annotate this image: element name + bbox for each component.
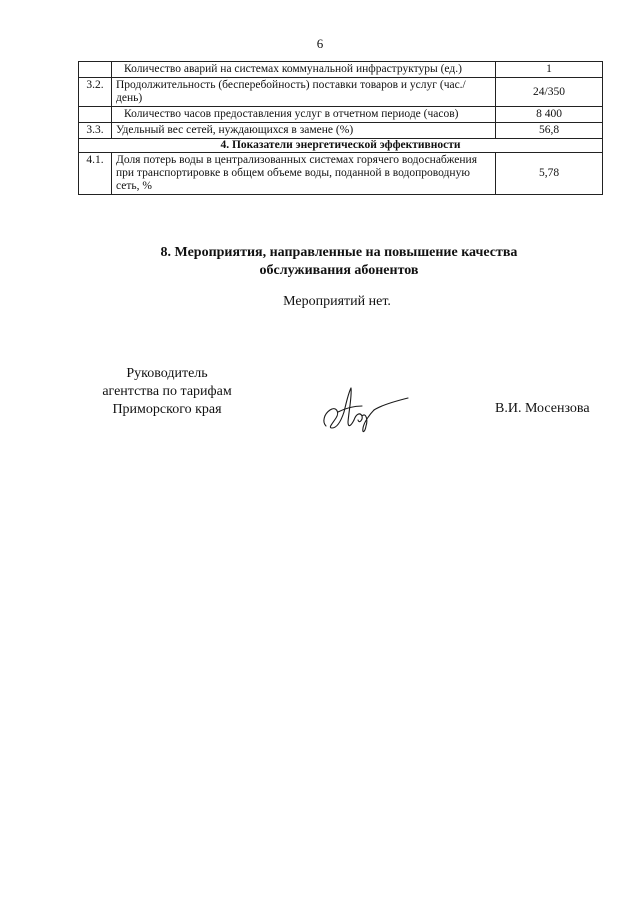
section-heading: 4. Показатели энергетической эффективности [79,139,603,153]
position-line: агентства по тарифам [102,384,232,399]
table-row [79,62,603,78]
row-number [79,62,112,78]
indicator-value: 5,78 [496,153,603,195]
section-body-text: Мероприятий нет. [283,294,391,309]
table-row [79,107,603,123]
signatory-position [82,365,252,419]
indicator-value: 8 400 [496,107,603,123]
position-line: Приморского края [112,402,222,417]
section-title [0,244,640,280]
indicator-value: 24/350 [496,78,603,107]
row-number: 4.1. [79,153,112,195]
indicator-name: Доля потерь воды в централизованных системах горячего водоснабжения при транспортировке в общем объеме воды, поданной в водопроводную сеть, % [112,153,496,195]
row-number: 3.2. [79,78,112,107]
indicators-table [78,61,603,195]
indicator-value: 1 [496,62,603,78]
table-row [79,123,603,139]
signer-name: В.И. Мосензова [495,401,590,416]
position-line: Руководитель [126,366,208,381]
table-row [79,153,603,195]
row-number [79,107,112,123]
indicator-name: Продолжительность (бесперебойность) поставки товаров и услуг (час./день) [112,78,496,107]
table-row [79,78,603,107]
section-title-line: обслуживания абонентов [259,263,419,278]
page-number: 6 [316,36,324,51]
indicator-name: Удельный вес сетей, нуждающихся в замене (%) [112,123,496,139]
indicator-name: Количество аварий на системах коммунальной инфраструктуры (ед.) [112,62,496,78]
table-section-row [79,139,603,153]
row-number: 3.3. [79,123,112,139]
indicator-name: Количество часов предоставления услуг в отчетном периоде (часов) [112,107,496,123]
handwritten-signature-icon [318,382,414,438]
section-title-line: 8. Мероприятия, направленные на повышение качества [160,245,518,260]
indicator-value: 56,8 [496,123,603,139]
